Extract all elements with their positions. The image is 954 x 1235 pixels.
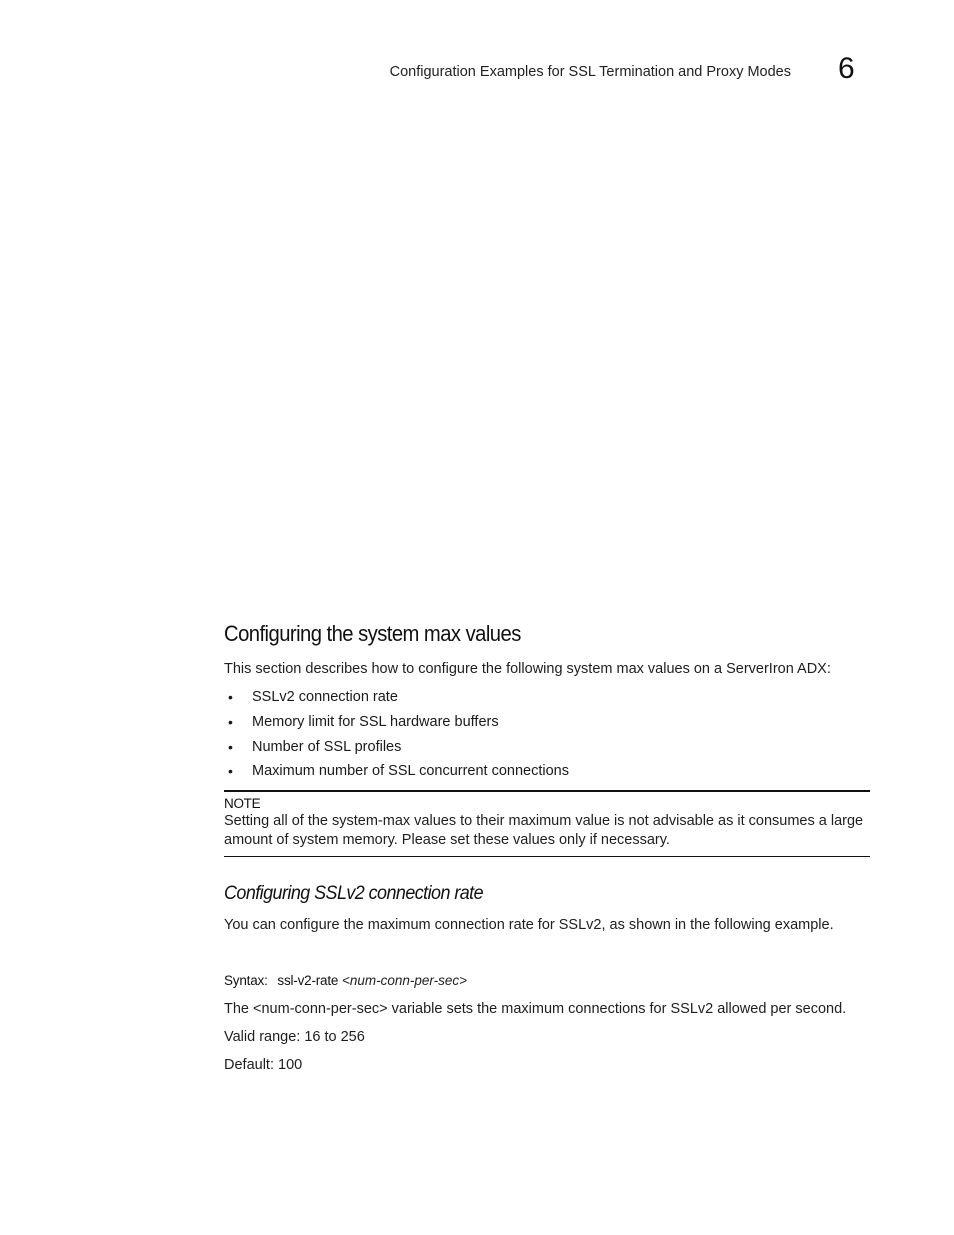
note-label: NOTE	[224, 796, 261, 812]
bullet-icon: •	[228, 763, 233, 780]
note-box	[224, 790, 870, 857]
bullet-text: SSLv2 connection rate	[252, 689, 398, 705]
subsection-title: Configuring SSLv2 connection rate	[224, 882, 484, 905]
variable-description: The <num-conn-per-sec> variable sets the maximum connections for SSLv2 allowed per second.	[224, 1001, 847, 1018]
bullet-text: Memory limit for SSL hardware buffers	[252, 713, 499, 730]
bullet-item	[224, 738, 870, 756]
syntax-line	[224, 972, 870, 990]
syntax-label: Syntax:	[224, 973, 268, 989]
default-value: Default: 100	[224, 1057, 303, 1074]
bullet-icon: •	[228, 738, 233, 755]
section-title: Configuring the system max values	[224, 621, 521, 646]
note-text: Setting all of the system-max values to their maximum value is not advisable as it consumes a large amount of system memory. Please set these values only if necessary.	[224, 813, 864, 849]
bullet-item	[224, 713, 870, 731]
bullet-icon: •	[228, 713, 233, 730]
running-header: Configuration Examples for SSL Termination and Proxy Modes	[389, 64, 791, 80]
syntax-argument: <num-conn-per-sec>	[341, 973, 468, 989]
syntax-command: ssl-v2-rate	[277, 973, 339, 989]
bullet-item	[224, 762, 870, 780]
bullet-text: Number of SSL profiles	[252, 738, 402, 755]
bullet-item	[224, 688, 870, 706]
valid-range: Valid range: 16 to 256	[224, 1029, 365, 1046]
bullet-list	[224, 688, 870, 780]
main-content	[224, 618, 870, 1074]
section-intro: This section describes how to configure the following system max values on a ServerIron ADX:	[224, 661, 831, 677]
chapter-number: 6	[838, 52, 855, 85]
subsection-intro: You can configure the maximum connection rate for SSLv2, as shown in the following example.	[224, 917, 834, 934]
bullet-icon: •	[228, 689, 233, 705]
bullet-text: Maximum number of SSL concurrent connections	[252, 763, 569, 780]
